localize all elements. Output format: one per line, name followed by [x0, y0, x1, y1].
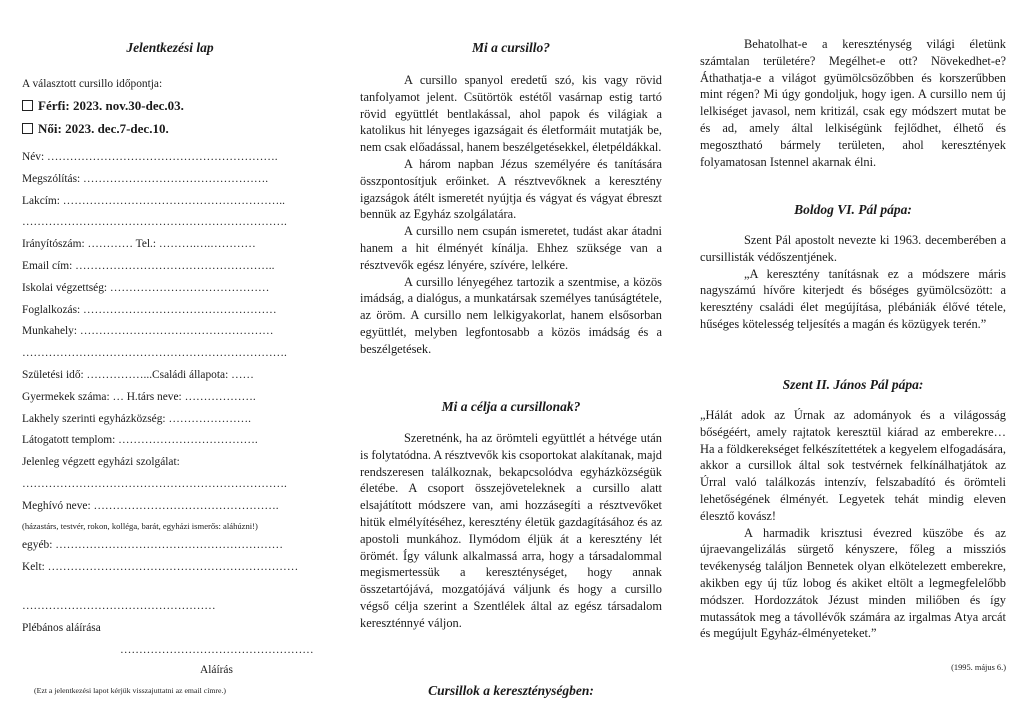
paragraph: Behatolhat-e a kereszténység világi életünk számtalan területére? Megélhet-e ott? Növekedhet-e? Áthathatja-e a világot gyümölcsözőbben és korszerűbben mint régen? Mi úgy gondoljuk, hogy igen. A cursillo nem új lelkiséget javasol, nem kritizál, csak egy módszert mutat be és ad, amely által lelkiségünk fejlődhet, élhető és megosztható bármely területen, ahol keresztények folyamatosan Istennel akarnak élni. — [700, 37, 1006, 169]
heading-goal: Mi a célja a cursillonak? — [441, 399, 581, 414]
paragraph: A cursillo nem csupán ismeretet, tudást akar átadni hanem a hit élményét kínálja. Ehhez szüksége van a résztvevők egész lényére, szívére, lelkére. — [360, 224, 662, 272]
section-goal — [360, 430, 662, 632]
field-children-spouse[interactable]: Gyermekek száma: … H.társ neve: ………………. — [22, 391, 256, 403]
field-church[interactable]: Látogatott templom: ………………………………. — [22, 434, 258, 446]
section-john-paul-ii — [700, 407, 1006, 642]
priest-signature-label: Plébános aláírása — [22, 622, 101, 634]
form-title: Jelentkezési lap — [126, 40, 214, 55]
field-occupation[interactable]: Foglalkozás: …………………………………………… — [22, 304, 277, 316]
form-footnote: (Ezt a jelentkezési lapot kérjük visszajuttatni az email címre.) — [34, 686, 227, 695]
paragraph: A cursillo spanyol eredetű szó, kis vagy rövid tanfolyamot jelent. Csütörtök estétől vasárnap estig tartó rövid együttlét bentlakással, ahol papok és világiak a katolikus hit lényeges igazságait és életformáit mutatják be, nem csak előadással, hanem beszélgetésekkel, életpéldákkal. — [360, 73, 662, 155]
field-service[interactable]: ……………………………………………………………. — [22, 478, 287, 490]
option-women-label: Női: 2023. dec.7-dec.10. — [38, 121, 169, 136]
section-intro — [700, 36, 1006, 170]
paragraph: Szent Pál apostolt nevezte ki 1963. decemberében a cursillisták védőszentjének. — [700, 233, 1006, 264]
heading-what-is-cursillo: Mi a cursillo? — [471, 40, 550, 55]
checkbox-men[interactable] — [22, 100, 33, 111]
field-name[interactable]: Név: ……………………………………………………. — [22, 151, 278, 163]
field-workplace-cont[interactable]: ……………………………………………………………. — [22, 347, 287, 359]
quote: „Hálát adok az Úrnak az adományok és a világosság bőségéért, amely rajtatok keresztül kiárad az emberekre… Ha a földkerekséget felkészítettétek a kegyelem elfogadására, akkor a cursillok által sok testvérnek felkínálhatjátok az Úrral való találkozás intenzív, felszabadító és örömteli lehetőségének élményét. Legyetek tehát mindig eleven élesztő kovász! — [700, 408, 1006, 523]
paragraph: Szeretnénk, ha az örömteli együttlét a hétvége után is folytatódna. A résztvevők kis csoportokat alakítanak, majd rendszeresen találkoznak, bekapcsolódva egyházközségük életébe. A csoport összejöveteleknek a cursillo alatt elsajátított módszere van, ami hozzásegíti a résztvevőket hitük elmélyítéséhez, keresztény életük gazdagításához és az apostoli munkához. Ilymódom éljük át a keresztény lét örömét. Így válunk alkalmassá arra, hogy a társadalommal megismertessük a kereszténységet, hogy annak összetartójává, mozgatójává váljunk és hogy a cursillo végső célja szerint a Szentlélek által az egész társadalom kereszténnyé váljon. — [360, 431, 662, 630]
checkbox-women[interactable] — [22, 123, 33, 134]
field-zip-phone[interactable]: Irányítószám: ………… Tel.: ……….….………… — [22, 238, 256, 250]
heading-john-paul-ii: Szent II. János Pál pápa: — [782, 377, 924, 392]
field-inviter[interactable]: Meghívó neve: …………………………………………. — [22, 500, 279, 512]
field-address-cont[interactable]: ……………………………………………………………. — [22, 216, 287, 228]
field-salutation[interactable]: Megszólítás: …………………………………………. — [22, 173, 269, 185]
heading-cursillos-in-christianity: Cursillok a kereszténységben: — [428, 683, 594, 698]
field-service-label: Jelenleg végzett egyházi szolgálat: — [22, 456, 180, 468]
inviter-note: (házastárs, testvér, rokon, kolléga, barát, egyházi ismerős: aláhúzni!) — [22, 521, 258, 531]
option-women[interactable] — [22, 121, 169, 137]
field-address[interactable]: Lakcím: ………………………………………………….. — [22, 195, 285, 207]
field-other[interactable]: egyéb: …………………………………………………… — [22, 539, 284, 551]
field-date[interactable]: Kelt: ………………………………………………………… — [22, 561, 299, 573]
quote: A harmadik krisztusi évezred küszöbe és az újraevangelizálás sürgető kényszere, főleg a missziós tevékenység találjon Bennetek olyan elkötelezett emberekre, akikben egy új tűz lobog és akiket eltölt a legmegfelelőbb módszer. Hordozzátok Jézust minden miliőben és így mutassátok meg a távollévők számára az irgalmas Atya arcát és megújult Egyház-élményeteket.” — [700, 525, 1006, 641]
right-column — [700, 0, 1006, 707]
field-workplace[interactable]: Munkahely: …………………………………………… — [22, 325, 274, 337]
priest-signature-line[interactable]: …………………………………………… — [22, 600, 216, 612]
signature-line[interactable]: …………………………………………… — [120, 644, 314, 656]
field-email[interactable]: Email cím: …………………………………………….. — [22, 260, 275, 272]
option-men-label: Férfi: 2023. nov.30-dec.03. — [38, 98, 184, 113]
option-men[interactable] — [22, 98, 184, 114]
section-paul-vi — [700, 232, 1006, 333]
paragraph: A három napban Jézus személyére és tanítására összpontosítjuk erőinket. A résztvevőknek a keresztény igazságok átélt ismeretét nyújtja és vágyat és vágyat ébreszt bennük az Egyház szolgálatára. — [360, 156, 662, 222]
section-what-is — [360, 72, 662, 358]
registration-form — [20, 0, 320, 707]
signature-label: Aláírás — [200, 664, 233, 676]
quote-date: (1995. május 6.) — [951, 663, 1006, 672]
field-birth-marital[interactable]: Születési idő: ……………...Családi állapota: …… — [22, 369, 254, 381]
quote: „A keresztény tanításnak ez a módszere máris nagyszámú hívőre kiterjedt és bőséges gyümölcsözött: a keresztény családi élet megújítása, plébániák élővé tétele, hűséges kötelesség teljesítés a magán és közügyek terén.” — [700, 266, 1006, 331]
form-intro: A választott cursillo időpontja: — [22, 78, 163, 90]
field-education[interactable]: Iskolai végzettség: …………………………………… — [22, 282, 270, 294]
paragraph: A cursillo lényegéhez tartozik a szentmise, a közös imádság, a dialógus, a munkatársak személyes tanúságtétele, az öröm. A cursillo nem lelkigyakorlat, hanem elsősorban együttlét, melyben legfontosabb a közös imádság és a beszélgetések. — [360, 274, 662, 356]
middle-column — [360, 0, 662, 707]
heading-paul-vi: Boldog VI. Pál pápa: — [794, 202, 912, 217]
field-parish[interactable]: Lakhely szerinti egyházközség: …………………. — [22, 413, 252, 425]
